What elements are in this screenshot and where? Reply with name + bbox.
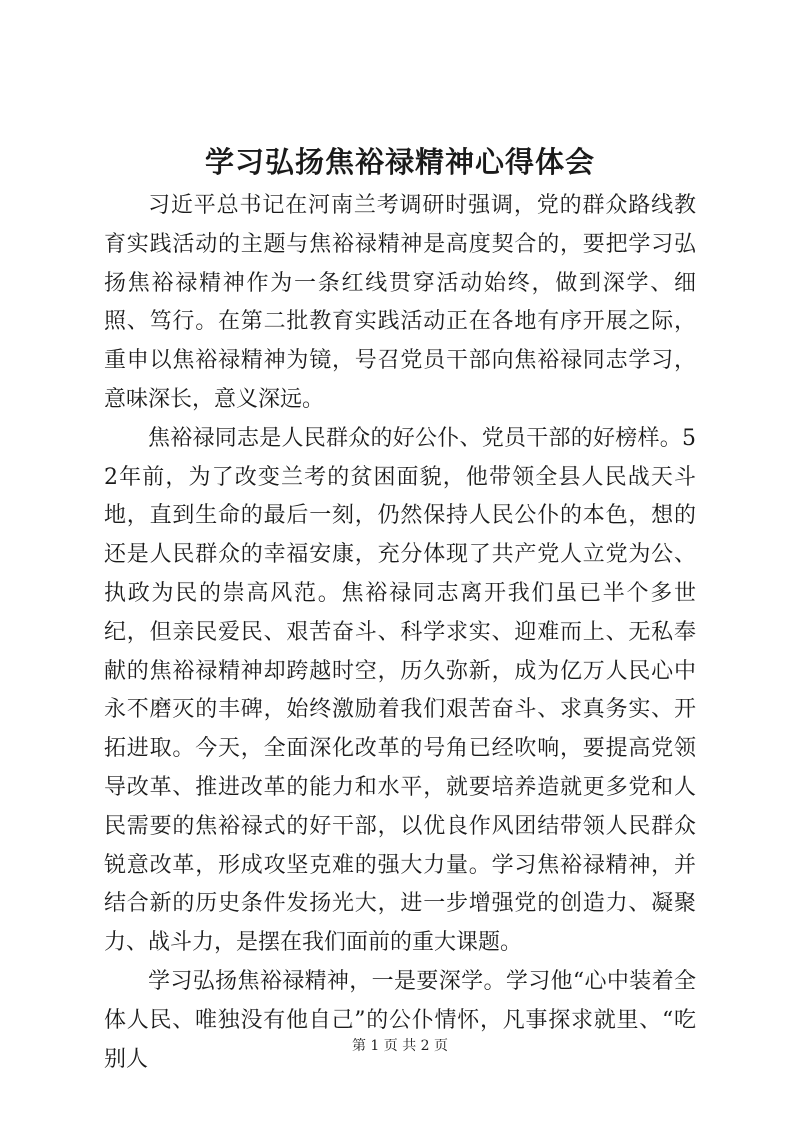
- page-number-footer: 第 1 页 共 2 页: [351, 1038, 449, 1054]
- paragraph-2: 焦裕禄同志是人民群众的好公仆、党员干部的好榜样。52年前，为了改变兰考的贫困面貌，他带领全县人民战天斗地，直到生命的最后一刻，仍然保持人民公仆的本色，想的还是人民群众的幸福安康，充分体现了共产党人立党为公、执政为民的崇高风范。焦裕禄同志离开我们虽已半个多世纪，但亲民爱民、艰苦奋斗、科学求实、迎难而上、无私奉献的焦裕禄精神却跨越时空，历久弥新，成为亿万人民心中永不磨灭的丰碑，始终激励着我们艰苦奋斗、求真务实、开拓进取。今天，全面深化改革的号角已经吹响，要提高党领导改革、推进改革的能力和水平，就要培养造就更多党和人民需要的焦裕禄式的好干部，以优良作风团结带领人民群众锐意改革，形成攻坚克难的强大力量。学习焦裕禄精神，并结合新的历史条件发扬光大，进一步增强党的创造力、凝聚力、战斗力，是摆在我们面前的重大课题。: [104, 425, 696, 956]
- paragraph-1: 习近平总书记在河南兰考调研时强调，党的群众路线教育实践活动的主题与焦裕禄精神是高度契合的，要把学习弘扬焦裕禄精神作为一条红线贯穿活动始终，做到深学、细照、笃行。在第二批教育实践活动正在各地有序开展之际，重申以焦裕禄精神为镜，号召党员干部向焦裕禄同志学习，意味深长，意义深远。: [104, 193, 696, 412]
- document-title: 学习弘扬焦裕禄精神心得体会: [204, 145, 595, 179]
- document-body: [104, 187, 696, 1079]
- paragraph-3: 学习弘扬焦裕禄精神，一是要深学。学习他“心中装着全体人民、唯独没有他自己”的公仆情怀，凡事探求就里、“吃别人: [104, 968, 696, 1072]
